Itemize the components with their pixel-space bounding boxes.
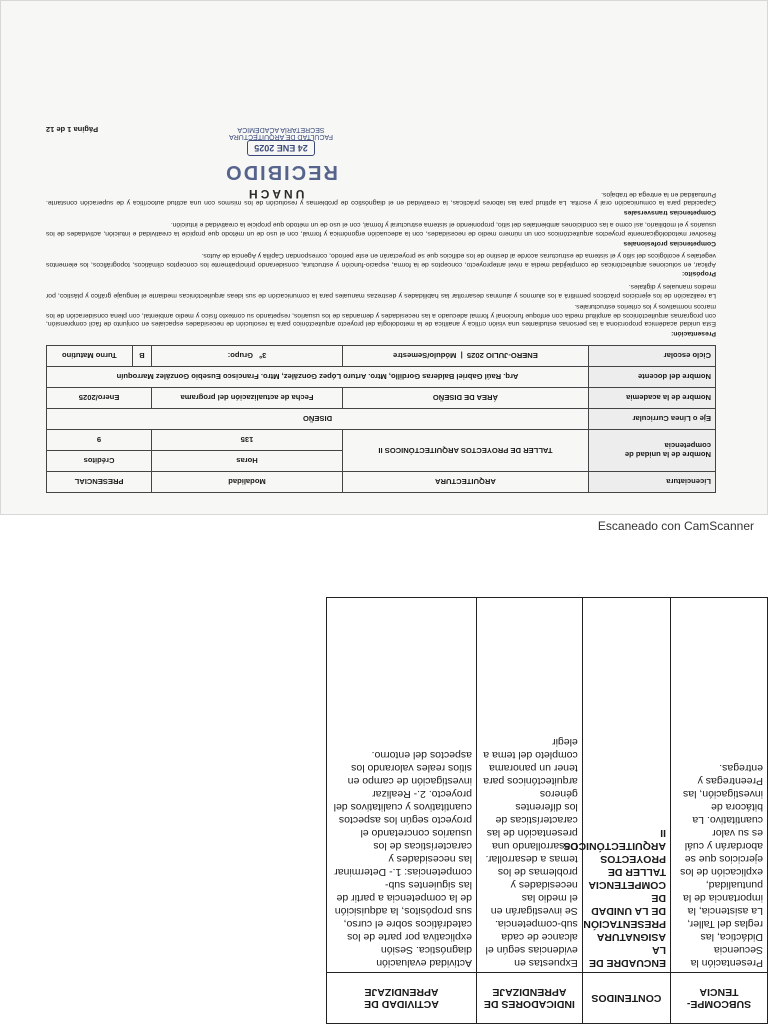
heading-presentacion: Presentación: — [671, 330, 716, 337]
stamp-secretariat: SECRETARÍA ACADÉMICA — [237, 126, 325, 134]
header-subcompetencia: SUBCOMPE-TENCIA — [670, 973, 767, 1024]
header-actividad: ACTIVIDAD DE APRENDIZAJE — [327, 973, 477, 1024]
value-modalidad: PRESENCIAL — [47, 472, 152, 493]
paragraph-proposito: Aplicar, en soluciones arquitectónicas de complejidad media a nivel anteproyecto, conceptos de la forma, espacio-función y estructura, considerando principalmente los conceptos climáticos, topográficos, los elementos vegetales y ecológicos del sitio y el sistema de estructuras acorde al destino de los edificios que se proyectarán en este periodo, correspondan Capilla y Agencia de Autos. — [46, 252, 716, 268]
page-number: Página 1 de 12 — [46, 125, 99, 135]
label-horas: Horas — [152, 451, 343, 472]
heading-competencias-profesionales: Competencias profesionales — [623, 239, 716, 247]
learning-sequence-table — [326, 597, 768, 1024]
label-ciclo: Ciclo escolar — [589, 346, 716, 367]
heading-competencias-transversales: Competencias transversales — [623, 208, 716, 216]
scanned-page-bottom — [0, 560, 768, 1024]
cell-actividad: Actividad evaluación diagnóstica. Sesión explicativa por parte de los catedráticos sobre el curso, sus propósitos, la adquisición de la competencia a partir de las siguientes sub-competencias: 1.- Determinar las necesidades y características de los usuarios concretando el proyecto según los aspectos cuantitativos y cualitativos del proyecto. 2.- Realizar investigación de campo en sitios reales valorando los aspectos del entorno. — [327, 598, 477, 973]
stamp-faculty: FACULTAD DE ARQUITECTURA — [229, 133, 333, 141]
value-docente: Arq. Raúl Gabriel Balderas Gordillo, Mtro. Arturo López González, Mtro. Francisco Eusebio González Marroquín — [47, 367, 589, 388]
value-modulo-grupo — [152, 346, 343, 367]
paragraph-presentacion-2: La realización de los ejercicios prácticos permitirá a los alumnos y alumnas desarrollar las habilidades y destrezas manuales para la comunicación de sus ideas arquitectónicas mediante el lenguaje gráfico y plástico, por medios manuales y digitales. — [46, 283, 716, 299]
label-fecha: Fecha de actualización del programa — [152, 388, 343, 409]
label-licenciatura: Licenciatura — [589, 472, 716, 493]
value-academia: ÁREA DE DISEÑO — [342, 388, 588, 409]
value-eje: DISEÑO — [47, 409, 589, 430]
learning-sequence-crop — [326, 592, 768, 1024]
program-body-text — [46, 189, 716, 337]
label-grupo: Grupo: — [227, 351, 253, 361]
label-unidad: Nombre de la unidad de competencia — [589, 430, 716, 472]
learning-sequence-page — [326, 592, 768, 1024]
label-eje: Eje o Línea Curricular — [589, 409, 716, 430]
paragraph-presentacion: Esta unidad académica proporciona a las personas estudiantes una visión crítica y analítica de la metodología del proyecto arquitectónico para la resolución de necesidades espaciales en conjunto de fácil comprensión, con programas arquitectónicos de amplitud media con enfoque funcional y formal adecuado a las necesidades y demandas de los usuarios, respetando su contexto físico y medio ambiental, con plena consideración de los marcos normativos y los criterios estructurales. — [46, 303, 716, 328]
received-stamp — [196, 123, 366, 183]
stamp-date: 24 ENE 2025 — [247, 140, 315, 156]
label-academia: Nombre de la academia — [589, 388, 716, 409]
value-modulo: 3º — [259, 351, 267, 361]
value-turno: Turno Matutino — [47, 346, 133, 367]
course-info-table — [46, 345, 716, 493]
value-unidad: TALLER DE PROYECTOS ARQUITECTÓNICOS II — [342, 430, 588, 472]
unach-logo-text: UNACH — [246, 187, 305, 202]
paragraph-competencias-profesionales: Resolver metodológicamente proyectos arquitectónicos con un número medio de necesidades, con la adecuación ergonómica y formal, con el uso de un método que propicie la creatividad e intuición, actividades de los usuarios y el mobiliario, así como a las condiciones ambientales del sitio, proponiendo el sistema estructural y formal, con el uso de un método que propicie la creatividad e intuición. — [46, 221, 716, 238]
cell-indicadores: Expuestas en evidencias según el alcance de cada sub-competencia. Se investigarán en el medio las necesidades y problemas de los temas a desarrollar. Desarrollando una presentación de las características de los diferentes géneros arquitectónicos para tener un panorama completo del tema a elegir — [476, 598, 582, 973]
label-modulo: Módulo/Semestre — [393, 351, 457, 361]
value-fecha: Enero/2025 — [47, 388, 152, 409]
value-ciclo-text: ENERO-JULIO 2025 — [466, 351, 538, 361]
value-horas: 135 — [152, 430, 343, 451]
value-ciclo: ENERO-JULIO 2025 | Módulo/Semestre — [342, 346, 588, 367]
heading-proposito: Propósito: — [682, 270, 716, 278]
cell-contenidos: ENCUADRE DE LA ASIGNATURA PRESENTACIÓN DE LA UNIDAD DE COMPETENCIA TALLER DE PROYECTOS ARQUITECTÓNICOS II — [582, 598, 670, 973]
cell-subcompetencia: Presentación la Secuencia Didáctica, las reglas del Taller, La asistencia, la importancia de la puntualidad, explicación de los ejercicios que se abordarán y cuál es su valor cuantitativo. La bitácora de investigación, las Preentregas y entregas. — [670, 598, 767, 973]
value-licenciatura: ARQUITECTURA — [342, 472, 588, 493]
stamp-received-text: RECIBIDO — [224, 161, 338, 184]
value-creditos: 9 — [47, 430, 152, 451]
header-indicadores: INDICADORES DE APRENDIZAJE — [476, 973, 582, 1024]
camscanner-watermark: Escaneado con CamScanner — [597, 519, 754, 533]
paragraph-competencias-transversales: Capacidad para la comunicación oral y escrita. La aptitud para las labores prácticas, la creatividad en el diagnóstico de problemas y resolución de los mismos con una actitud autocrítica y de superación constante. Puntualidad en la entrega de trabajos. — [46, 190, 716, 207]
header-contenidos: CONTENIDOS — [582, 973, 670, 1024]
label-docente: Nombre del docente — [589, 367, 716, 388]
label-creditos: Créditos — [47, 451, 152, 472]
value-grupo: B — [132, 346, 151, 367]
label-modalidad: Modalidad — [152, 472, 343, 493]
